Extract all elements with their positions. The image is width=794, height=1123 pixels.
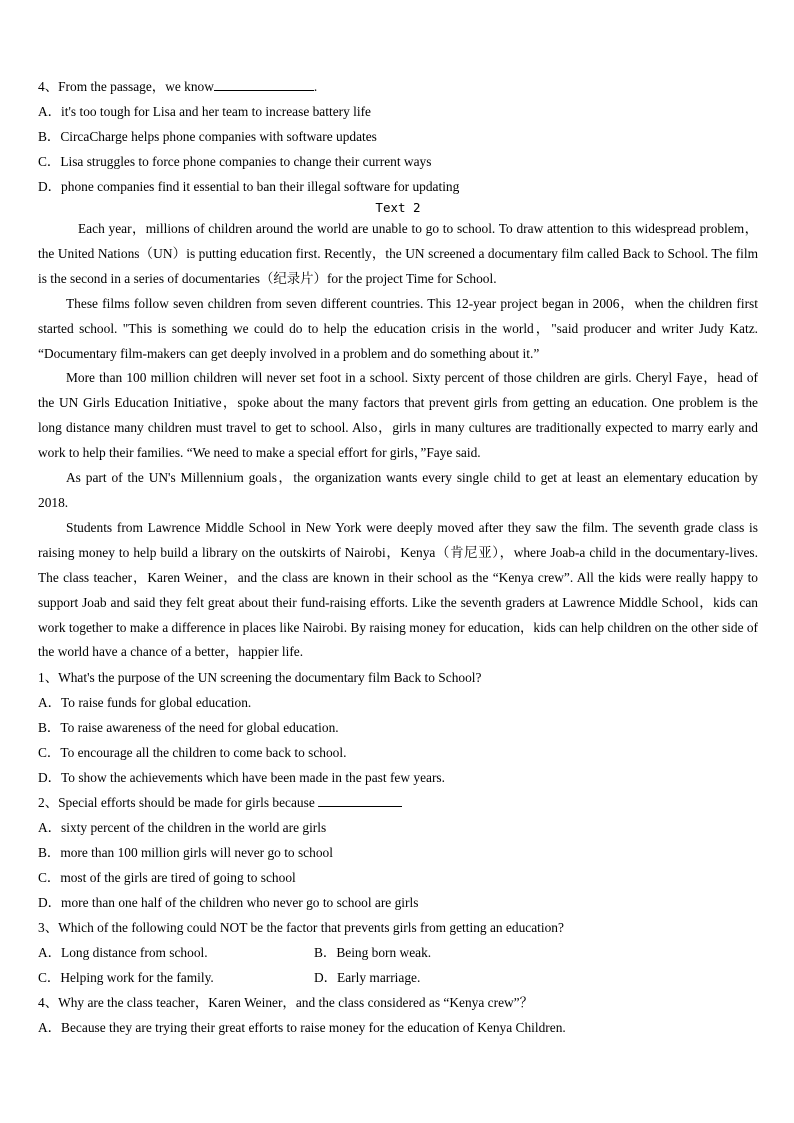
question-stem-text: 4、From the passage，we know bbox=[38, 79, 214, 94]
question-2-stem bbox=[38, 790, 758, 815]
answer-blank bbox=[214, 77, 314, 91]
question-2-stem-text: 2、Special efforts should be made for girls because bbox=[38, 795, 315, 811]
option-b: B．CircaCharge helps phone companies with software updates bbox=[38, 129, 377, 144]
option-d: D．phone companies find it essential to ban their illegal software for updating bbox=[38, 179, 460, 194]
option-a: A．it's too tough for Lisa and her team to increase battery life bbox=[38, 104, 371, 119]
question-1-option-d: D．To show the achievements which have been made in the past few years. bbox=[38, 770, 445, 786]
question-3-options-row-2 bbox=[38, 965, 758, 990]
passage-paragraph: Each year，millions of children around the world are unable to go to school. To draw attention to this widespread problem，the United Nations（UN）is putting education first. Recently，the UN screened a documentary film called Back to School. The film is the second in a series of documentaries（纪录片）for the project Time for School. bbox=[38, 221, 758, 286]
passage-paragraph: More than 100 million children will never set foot in a school. Sixty percent of those children are girls. Cheryl Faye，head of the UN Girls Education Initiative，spoke about the many factors that prevent girls from getting an education. One problem is the long distance many children must travel to get to school. Also，girls in many cultures are traditionally expected to marry early and work to help their families. “We need to make a special effort for girls，”Faye said. bbox=[38, 370, 758, 461]
question-1-option-c: C．To encourage all the children to come back to school. bbox=[38, 745, 347, 761]
question-2-option-b: B．more than 100 million girls will never go to school bbox=[38, 845, 333, 861]
question-3-option-c: C．Helping work for the family. bbox=[38, 970, 214, 986]
question-1-option-b: B．To raise awareness of the need for global education. bbox=[38, 720, 339, 736]
question-2-option-c: C．most of the girls are tired of going to school bbox=[38, 870, 296, 886]
option-c: C．Lisa struggles to force phone companies to change their current ways bbox=[38, 154, 432, 169]
question-3-options-row-1 bbox=[38, 940, 758, 965]
passage-title: Text 2 bbox=[375, 200, 421, 215]
question-4-stem: 4、Why are the class teacher，Karen Weiner，and the class considered as “Kenya crew”？ bbox=[38, 995, 534, 1011]
question-2-option-a: A．sixty percent of the children in the world are girls bbox=[38, 820, 327, 836]
question-1-option-a: A．To raise funds for global education. bbox=[38, 695, 252, 711]
question-3-stem: 3、Which of the following could NOT be the factor that prevents girls from getting an education? bbox=[38, 920, 564, 936]
passage-paragraph: Students from Lawrence Middle School in New York were deeply moved after they saw the film. The seventh grade class is raising money to help build a library on the outskirts of Nairobi，Kenya（肯尼亚），where Joab-a child in the documentary-lives. The class teacher，Karen Weiner，and the class are known in their school as the “Kenya crew”. All the kids were really happy to support Joab and said they felt great about their fund-raising efforts. Like the seventh graders at Lawrence Middle School，kids can work together to make a difference in places like Nairobi. By raising money for education，kids can help children on the other side of the world have a chance of a better，happier life. bbox=[38, 519, 759, 660]
question-4-option-a: A．Because they are trying their great efforts to raise money for the education of Kenya Children. bbox=[38, 1020, 566, 1036]
passage-paragraph: These films follow seven children from seven different countries. This 12-year project began in 2006，when the children first started school. "This is something we could do to help the education crisis in the world，"said producer and writer Judy Katz. “Documentary film-makers can get deeply involved in a problem and do something about it.” bbox=[38, 295, 758, 361]
question-3-option-d: D．Early marriage. bbox=[314, 970, 421, 986]
answer-blank bbox=[318, 793, 402, 807]
passage-paragraph: As part of the UN's Millennium goals，the organization wants every single child to get at least an elementary education by 2018. bbox=[38, 470, 758, 510]
document-page bbox=[38, 74, 758, 1040]
question-1-stem: 1、What's the purpose of the UN screening the documentary film Back to School? bbox=[38, 670, 482, 686]
question-stem bbox=[38, 74, 758, 99]
question-3-option-a: A．Long distance from school. bbox=[38, 945, 208, 961]
question-3-option-b: B．Being born weak. bbox=[314, 945, 432, 961]
question-2-option-d: D．more than one half of the children who never go to school are girls bbox=[38, 895, 419, 911]
question-stem-end: . bbox=[313, 79, 318, 94]
